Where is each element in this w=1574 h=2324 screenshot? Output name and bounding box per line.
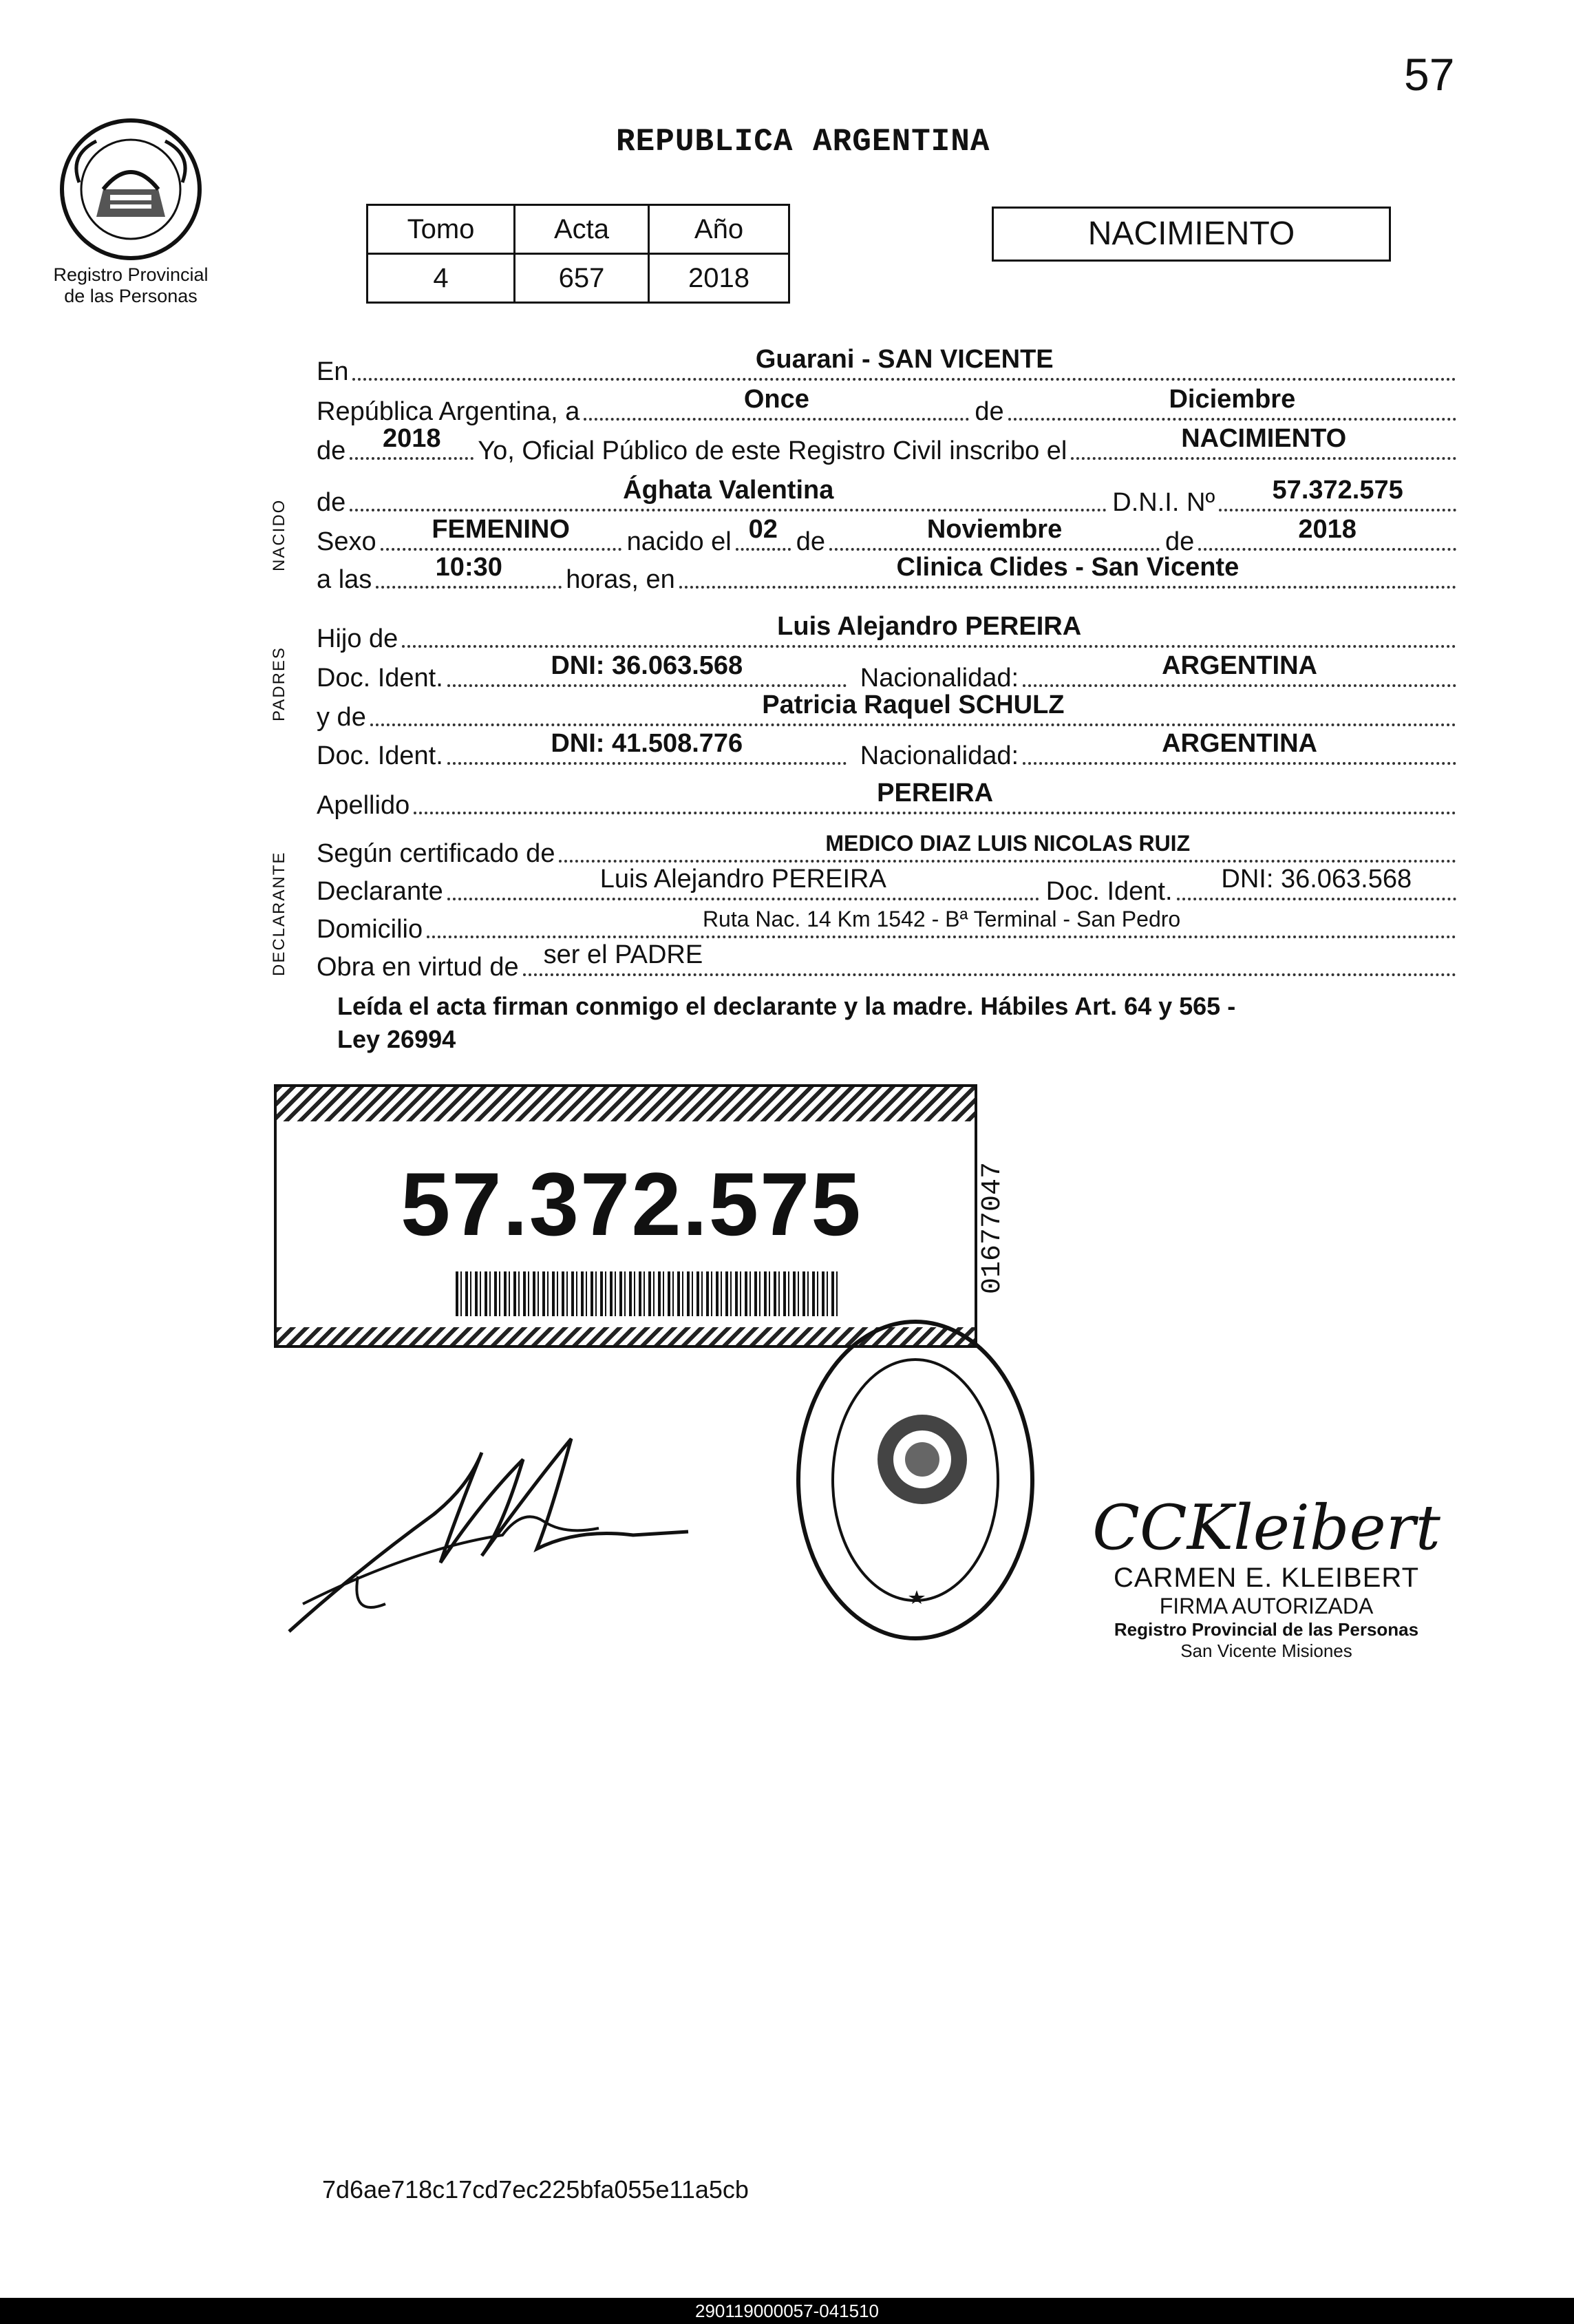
mother-name: Patricia Raquel SCHULZ [762, 690, 1065, 719]
nac-label: Nacionalidad: [860, 664, 1019, 693]
page-number: 57 [1404, 49, 1455, 100]
doc3-label: Doc. Ident. [1045, 877, 1173, 906]
domicilio-value: Ruta Nac. 14 Km 1542 - Bª Terminal - San Pedro [702, 907, 1181, 931]
de4-label: de [796, 527, 826, 556]
obra-label: Obra en virtud de [317, 953, 519, 982]
row-sexo [317, 515, 1456, 557]
republica-label: República Argentina, a [317, 397, 580, 426]
father-dni: DNI: 36.063.568 [551, 651, 743, 680]
yo-text: Yo, Oficial Público de este Registro Civil inscribo el [478, 436, 1067, 465]
anio-value: 2018 [649, 254, 789, 303]
declarante-dni: DNI: 36.063.568 [1221, 865, 1412, 894]
row-apellido [317, 779, 1456, 821]
name-value: Ághata Valentina [623, 476, 834, 505]
month-value: Diciembre [1169, 385, 1296, 414]
tomo-value: 4 [368, 254, 515, 303]
declarante-value: Luis Alejandro PEREIRA [599, 865, 886, 894]
row-en [317, 345, 1456, 387]
apellido-value: PEREIRA [877, 779, 994, 807]
hijo-label: Hijo de [317, 624, 398, 653]
sticker-number: 57.372.575 [401, 1154, 862, 1254]
sexo-value: FEMENINO [432, 515, 570, 544]
acta-value: 657 [515, 254, 649, 303]
birth-month: Noviembre [926, 515, 1063, 544]
side-label-declarante: DECLARANTE [270, 851, 288, 976]
birth-year: 2018 [1298, 515, 1357, 544]
mother-nat: ARGENTINA [1162, 729, 1317, 758]
cert-label: Según certificado de [317, 839, 555, 868]
row-domicilio [317, 909, 1456, 944]
inscribo-value: NACIMIENTO [1181, 424, 1347, 453]
logo-caption-line1: Registro Provincial [53, 264, 209, 285]
sticker-inner [304, 1121, 947, 1327]
time-value: 10:30 [435, 553, 502, 582]
note-line2: Ley 26994 [337, 1025, 456, 1053]
side-label-padres: PADRES [270, 646, 288, 721]
de2-label: de [317, 436, 346, 465]
de3-label: de [317, 488, 346, 517]
document-hash: 7d6ae718c17cd7ec225bfa055e11a5cb [322, 2175, 749, 2204]
alas-label: a las [317, 565, 372, 594]
dni-value: 57.372.575 [1272, 476, 1403, 505]
registry-stamp [791, 1315, 1039, 1645]
sticker-pattern-top [277, 1087, 975, 1121]
yde-label: y de [317, 703, 366, 732]
doc2-label: Doc. Ident. [317, 741, 443, 770]
row-ymadre [317, 690, 1456, 732]
doc-label: Doc. Ident. [317, 664, 443, 693]
document-title: REPUBLICA ARGENTINA [616, 124, 990, 160]
note-line1: Leída el acta firman conmigo el declarante y la madre. Hábiles Art. 64 y 565 - [337, 992, 1236, 1020]
row-hora [317, 553, 1456, 595]
tomo-header: Tomo [368, 205, 515, 254]
row-nombre [317, 476, 1456, 518]
side-label-nacido: NACIDO [270, 498, 288, 571]
signer-signature: CCKleibert [1092, 1492, 1440, 1564]
declarante-label: Declarante [317, 877, 443, 906]
barcode [456, 1271, 841, 1316]
row-doc-madre [317, 729, 1456, 771]
birth-day: 02 [748, 515, 778, 544]
father-name: Luis Alejandro PEREIRA [777, 612, 1082, 641]
logo-caption-line2: de las Personas [64, 286, 198, 306]
obra-value: ser el PADRE [543, 940, 703, 969]
signer-role: FIRMA AUTORIZADA [1159, 1594, 1374, 1618]
nacido-label: nacido el [626, 527, 732, 556]
document-type-box: NACIMIENTO [992, 207, 1391, 262]
de-label: de [975, 397, 1004, 426]
row-declarante [317, 865, 1456, 907]
row-doc-padre [317, 651, 1456, 693]
closing-note [337, 990, 1445, 1056]
day-value: Once [743, 385, 809, 414]
row-certificado [317, 833, 1456, 869]
en-value: Guarani - SAN VICENTE [755, 345, 1054, 374]
logo-caption [28, 264, 234, 307]
declarant-signature [275, 1397, 702, 1659]
signer-org: Registro Provincial de las Personas [1114, 1619, 1419, 1640]
authorized-signer [1087, 1494, 1445, 1662]
province-seal-logo [55, 114, 206, 265]
footer-code: 290119000057-041510 [0, 2298, 1574, 2324]
record-table [366, 204, 790, 304]
mother-dni: DNI: 41.508.776 [551, 729, 743, 758]
cert-value: MEDICO DIAZ LUIS NICOLAS RUIZ [825, 831, 1191, 856]
apellido-label: Apellido [317, 791, 410, 820]
de5-label: de [1165, 527, 1195, 556]
acta-header: Acta [515, 205, 649, 254]
nac2-label: Nacionalidad: [860, 741, 1019, 770]
row-fecha [317, 385, 1456, 427]
place-value: Clinica Clides - San Vicente [896, 553, 1240, 582]
dni-label: D.N.I. Nº [1112, 488, 1215, 517]
anio-header: Año [649, 205, 789, 254]
year-value: 2018 [383, 424, 441, 453]
sticker-serial: 01677047 [977, 1161, 1008, 1294]
domicilio-label: Domicilio [317, 915, 423, 944]
horas-label: horas, en [566, 565, 675, 594]
row-hijo [317, 612, 1456, 654]
row-inscribo [317, 424, 1456, 466]
en-label: En [317, 357, 349, 386]
row-obra [317, 940, 1456, 982]
sexo-label: Sexo [317, 527, 376, 556]
signer-name: CARMEN E. KLEIBERT [1113, 1563, 1420, 1593]
father-nat: ARGENTINA [1162, 651, 1317, 680]
dni-sticker [274, 1084, 977, 1348]
signer-place: San Vicente Misiones [1180, 1640, 1352, 1661]
